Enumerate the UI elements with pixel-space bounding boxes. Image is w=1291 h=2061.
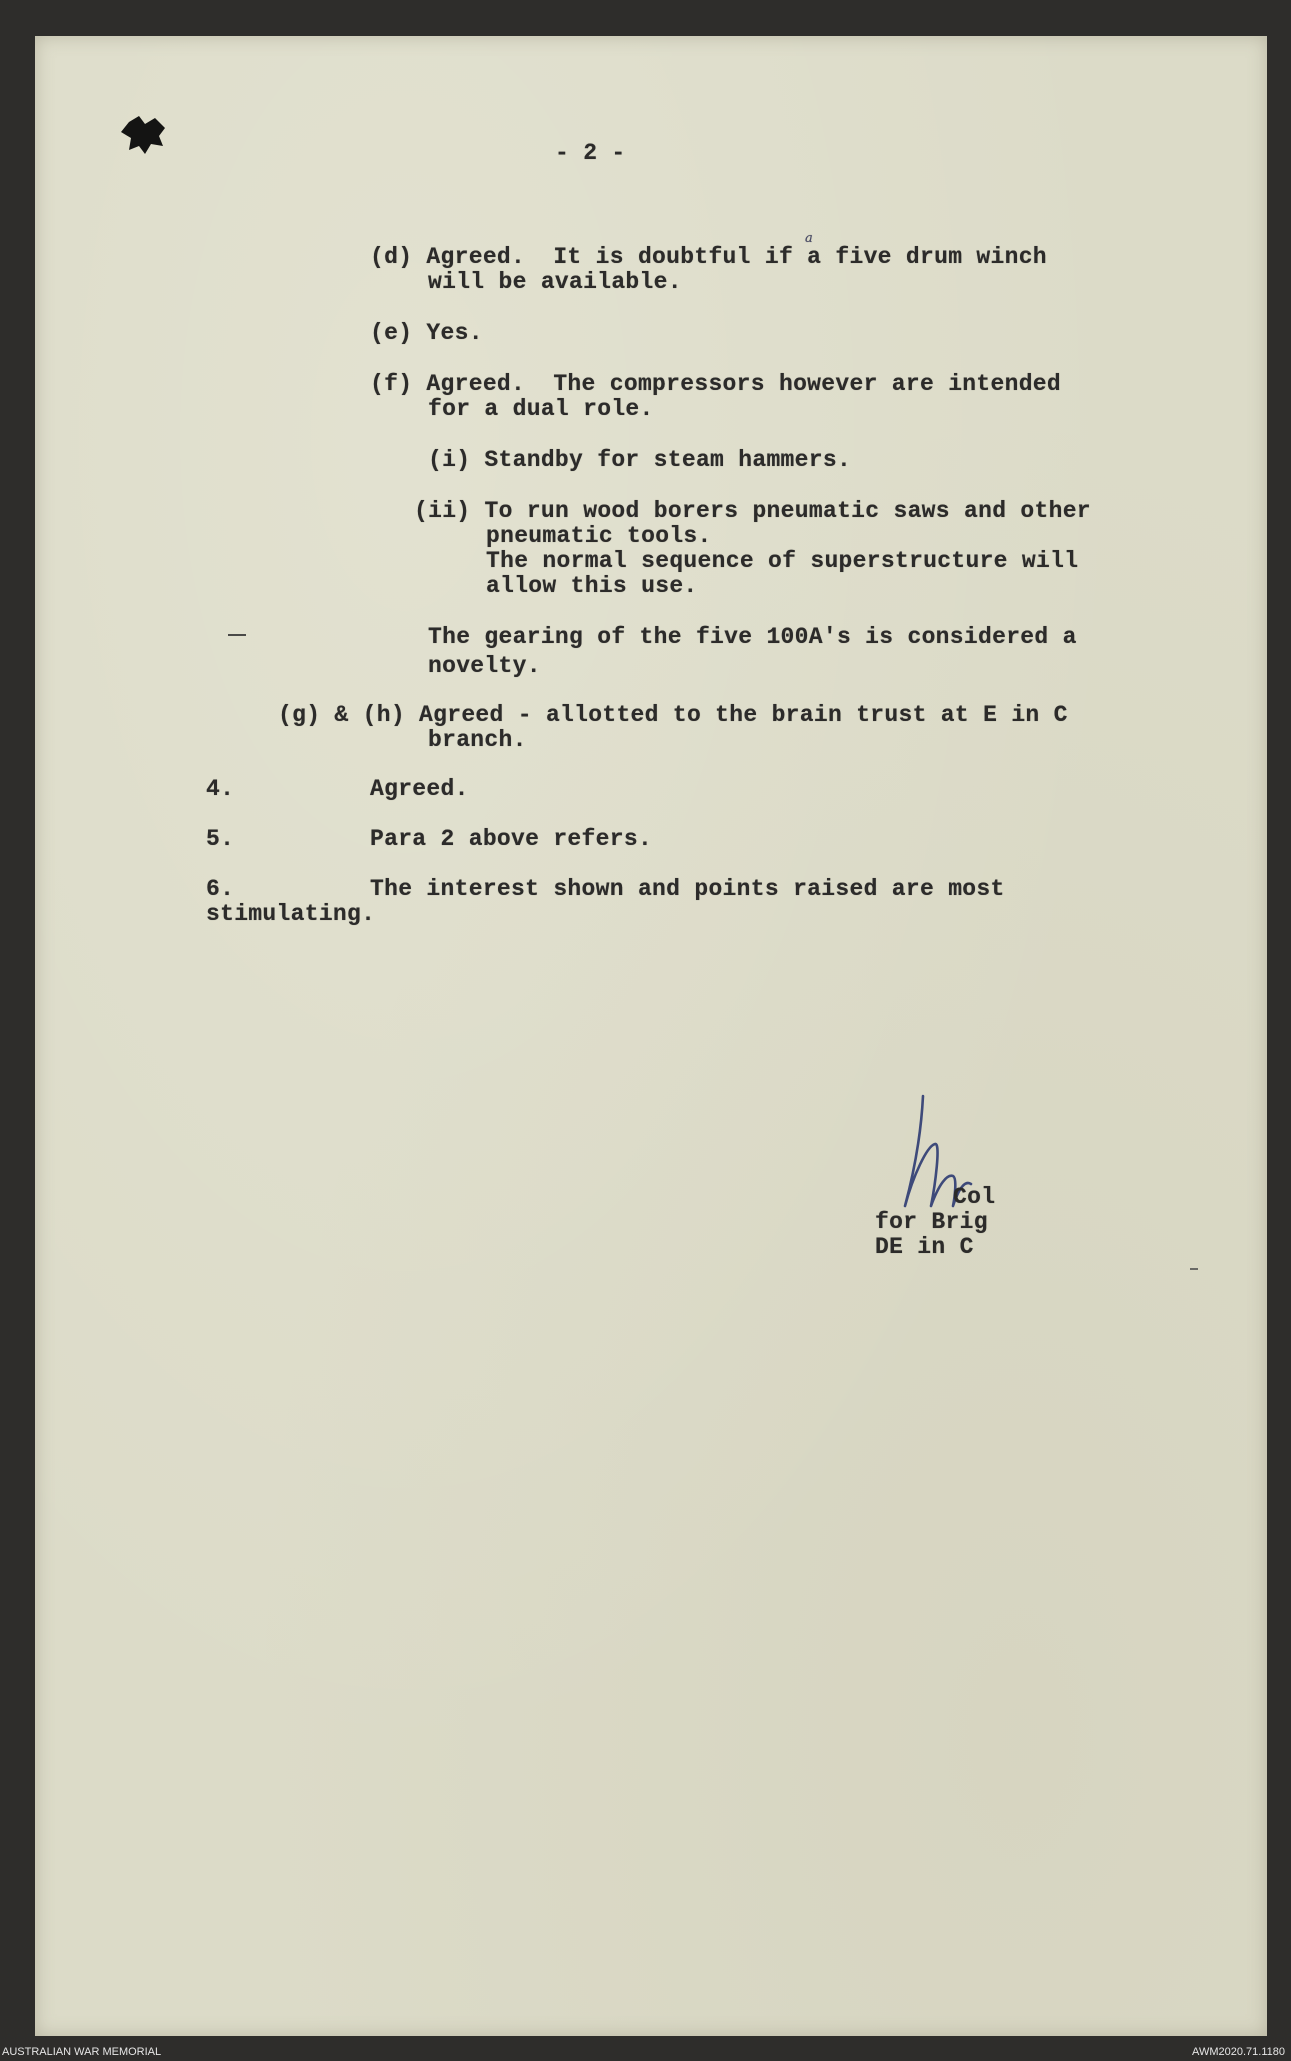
torn-punch-hole-icon	[115, 104, 175, 164]
item-f-line-1: (f) Agreed. The compressors however are intended	[370, 371, 1062, 397]
para-4-text: Agreed.	[370, 776, 469, 802]
gearing-line-1: The gearing of the five 100A's is considered a	[428, 624, 1077, 650]
signature-rank: Col	[953, 1184, 996, 1210]
handwritten-correction: a	[805, 231, 814, 246]
margin-dot	[1190, 1268, 1198, 1270]
item-d-line-2: will be available.	[428, 269, 682, 295]
item-gh-line-1: (g) & (h) Agreed - allotted to the brain trust at E in C	[278, 702, 1068, 728]
para-6-line-2: stimulating.	[206, 901, 376, 927]
item-f-ii-line-1: (ii) To run wood borers pneumatic saws and other	[414, 498, 1091, 524]
footer-archive-reference: AWM2020.71.1180	[1192, 2046, 1285, 2058]
para-6-text: The interest shown and points raised are most	[370, 876, 1005, 902]
para-6-number: 6.	[206, 876, 235, 902]
paper-sheet	[35, 36, 1267, 2036]
item-f-line-2: for a dual role.	[428, 396, 654, 422]
signature-de-in-c: DE in C	[875, 1234, 974, 1260]
signature-for-brig: for Brig	[875, 1209, 988, 1235]
item-gh-line-2: branch.	[428, 727, 527, 753]
para-5-text: Para 2 above refers.	[370, 826, 653, 852]
page-number: - 2 -	[555, 140, 626, 166]
item-f-i-line-1: (i) Standby for steam hammers.	[428, 447, 852, 473]
margin-mark	[228, 634, 246, 636]
item-e-line-1: (e) Yes.	[370, 320, 483, 346]
item-f-ii-line-2: pneumatic tools.	[486, 523, 712, 549]
para-4-number: 4.	[206, 776, 235, 802]
item-f-ii-line-3: The normal sequence of superstructure will	[486, 548, 1079, 574]
footer-archive-name: AUSTRALIAN WAR MEMORIAL	[2, 2046, 162, 2058]
gearing-line-2: novelty.	[428, 653, 541, 679]
item-f-ii-line-4: allow this use.	[486, 573, 698, 599]
item-d-line-1: (d) Agreed. It is doubtful if a five drum winch	[370, 244, 1047, 270]
para-5-number: 5.	[206, 826, 235, 852]
